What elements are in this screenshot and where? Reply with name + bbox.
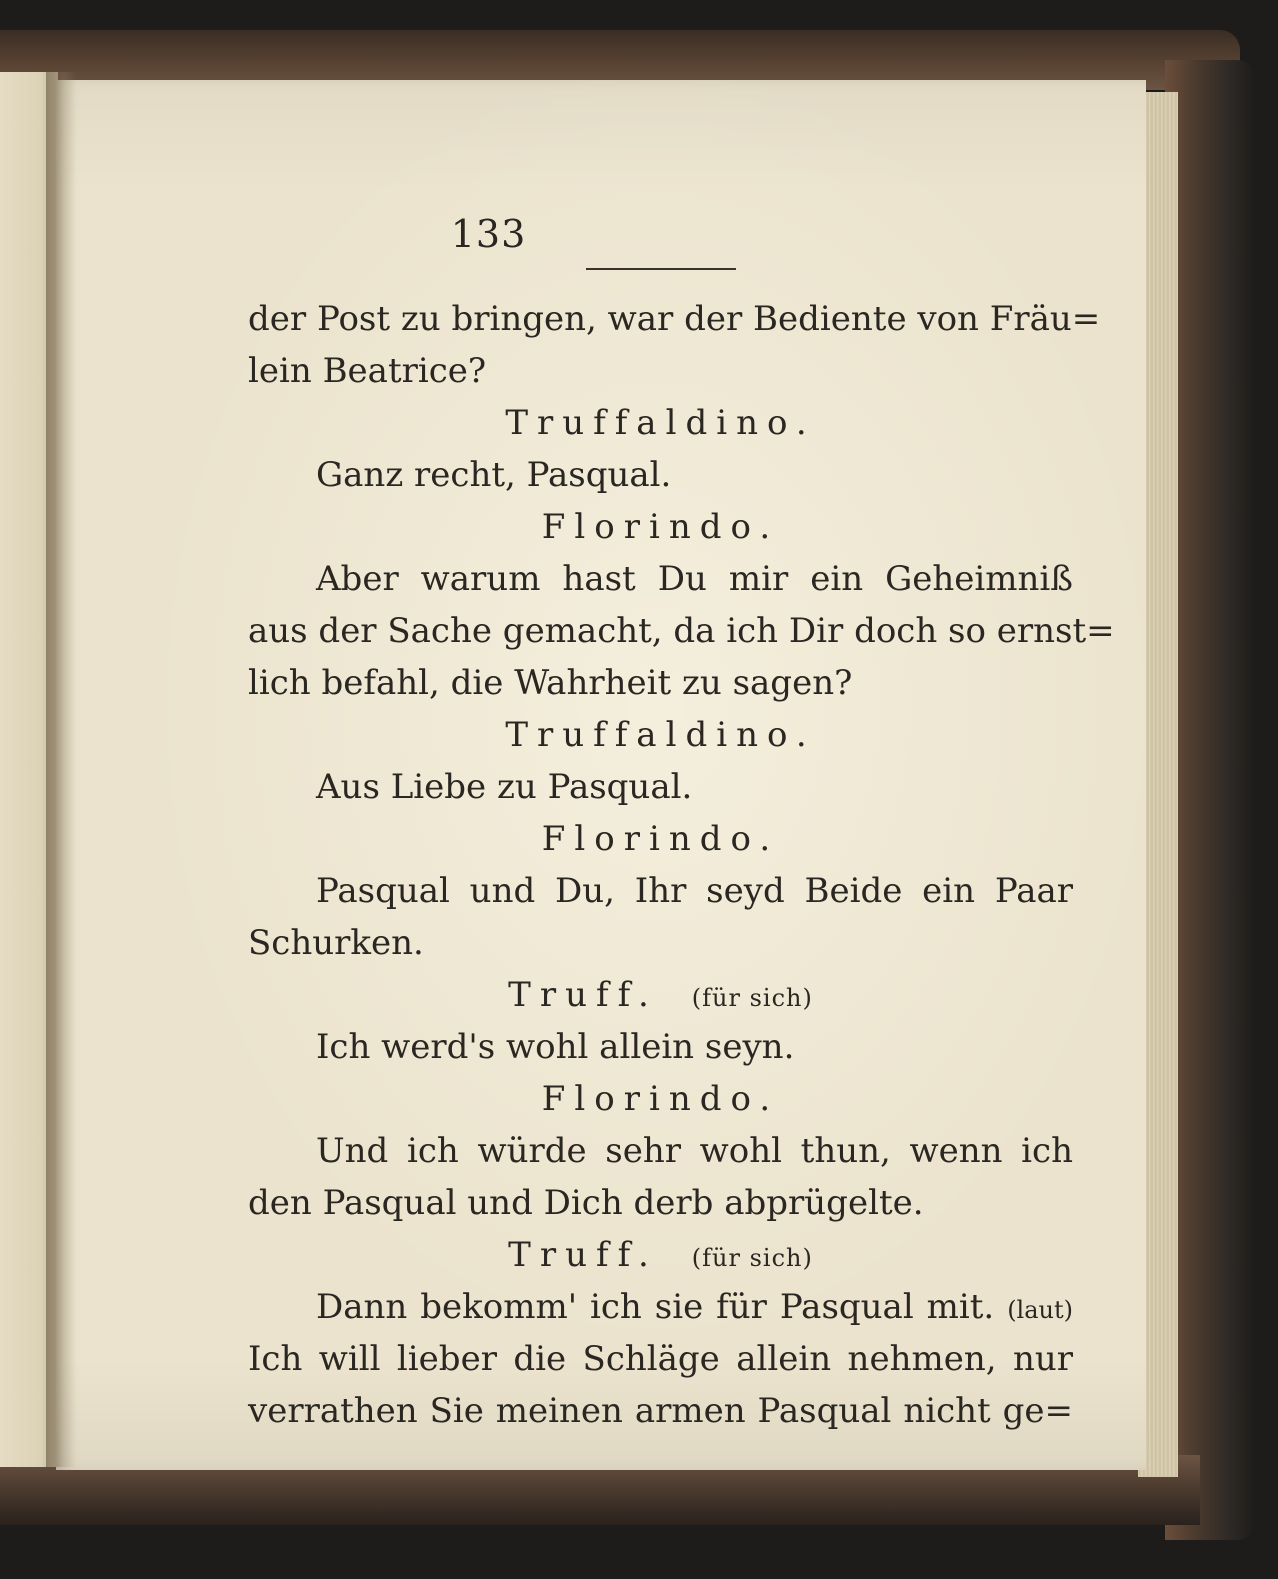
text-line: Pasqual und Du, Ihr seyd Beide ein Paar xyxy=(316,871,1073,911)
speaker-line xyxy=(248,970,1073,1020)
page-number: 133 xyxy=(450,212,527,256)
speaker-name: Truff. xyxy=(508,975,658,1015)
text-line: Schurken. xyxy=(248,923,424,963)
text-line: der Post zu bringen, war der Bediente von Fräu= xyxy=(248,299,1101,339)
text-line: den Pasqual und Dich derb abprügelte. xyxy=(248,1183,924,1223)
text-line: lein Beatrice? xyxy=(248,351,487,391)
stage-direction: (für sich) xyxy=(691,984,813,1012)
text-line: Ich werd's wohl allein seyn. xyxy=(316,1027,795,1067)
page-gutter-shadow xyxy=(46,72,76,1467)
speaker-name: Florindo. xyxy=(541,819,780,859)
speaker-name: Truffaldino. xyxy=(505,715,816,755)
text-line: Ich will lieber die Schläge allein nehmen, nur xyxy=(248,1339,1073,1379)
text-line: aus der Sache gemacht, da ich Dir doch so ernst= xyxy=(248,611,1115,651)
speaker-name: Florindo. xyxy=(541,507,780,547)
speaker-name: Truffaldino. xyxy=(505,403,816,443)
speaker-name: Florindo. xyxy=(541,1079,780,1119)
text-line: lich befahl, die Wahrheit zu sagen? xyxy=(248,663,853,703)
book-page xyxy=(56,80,1146,1470)
text-line: Aus Liebe zu Pasqual. xyxy=(316,767,693,807)
book-cover-right-edge xyxy=(1165,60,1255,1540)
stage-direction: (für sich) xyxy=(691,1244,813,1272)
speaker-name: Truff. xyxy=(508,1235,658,1275)
text-span: Dann bekomm' ich sie für Pasqual mit. xyxy=(316,1287,995,1327)
text-line: Und ich würde sehr wohl thun, wenn ich xyxy=(316,1131,1073,1171)
text-line-with-stage xyxy=(248,1282,1073,1332)
header-rule xyxy=(586,268,736,270)
text-line: verrathen Sie meinen armen Pasqual nicht ge= xyxy=(248,1391,1073,1431)
text-line: Ganz recht, Pasqual. xyxy=(316,455,672,495)
speaker-line xyxy=(248,1230,1073,1280)
stage-direction: (laut) xyxy=(1007,1296,1073,1324)
text-line: Aber warum hast Du mir ein Geheimniß xyxy=(316,559,1073,599)
